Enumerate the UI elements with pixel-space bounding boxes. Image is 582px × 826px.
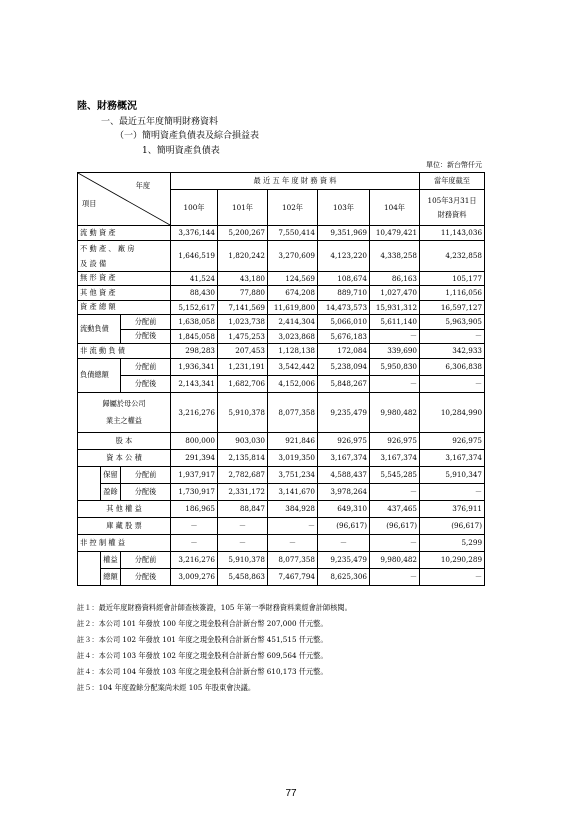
- cell-value: 4,123,220: [318, 240, 370, 271]
- cell-value: 1,820,242: [218, 240, 268, 271]
- cell-value: 2,414,304: [268, 315, 318, 330]
- year-header: 100年: [171, 190, 218, 226]
- table-row: [78, 329, 485, 344]
- current-date: 105年3月31日: [427, 195, 477, 205]
- cell-value: 86,163: [370, 271, 420, 286]
- cell-value: 5,963,905: [420, 315, 485, 330]
- cell-value: 926,975: [318, 432, 370, 449]
- cell-value: 2,331,172: [218, 483, 268, 500]
- table-row: [78, 358, 485, 375]
- footnote: 註１：最近年度財務資料經會計師查核簽證，105 年第一季財務資料業經會計師核閱。: [77, 603, 352, 612]
- table-row: [78, 432, 485, 449]
- cell-value: 11,619,800: [268, 300, 318, 315]
- table-row: [78, 344, 485, 359]
- cell-value: 1,936,341: [171, 358, 218, 375]
- table-row: [78, 483, 485, 500]
- row-label-line2: 及 設 備: [80, 258, 107, 268]
- cell-value: 291,394: [171, 449, 218, 466]
- cell-value: 7,141,569: [218, 300, 268, 315]
- footnote: 註４：本公司 104 年發放 103 年度之現金股利合計新台幣 610,173 仟元整。: [77, 667, 328, 676]
- row-label: 資 產 總 額: [78, 300, 171, 315]
- row-label: 庫 藏 股 票: [78, 517, 171, 534]
- footnote: 註３：本公司 102 年發放 101 年度之現金股利合計新台幣 451,515 仟元整。: [77, 635, 328, 644]
- row-label: 股 本: [78, 432, 171, 449]
- sub-label: 分配前: [121, 358, 171, 375]
- header-year-label: 年度: [135, 181, 151, 190]
- cell-value: 1,638,058: [171, 315, 218, 330]
- cell-value: 9,235,479: [318, 551, 370, 568]
- cell-value: 3,141,670: [268, 483, 318, 500]
- cell-value: 9,980,482: [370, 392, 420, 432]
- cell-value: 3,167,374: [370, 449, 420, 466]
- header-current-year: 當年度截至: [420, 173, 485, 190]
- cell-value: 3,978,264: [318, 483, 370, 500]
- row-label: 非 控 制 權 益: [78, 534, 171, 551]
- row-label: 總額: [101, 568, 121, 585]
- sub-label: 分配後: [121, 375, 171, 392]
- table-row: [78, 392, 485, 432]
- cell-value: 5,910,378: [218, 551, 268, 568]
- cell-value: －: [370, 568, 420, 585]
- cell-value: 889,710: [318, 286, 370, 301]
- table-row: [78, 375, 485, 392]
- table-row: [78, 226, 485, 241]
- cell-value: 384,928: [268, 500, 318, 517]
- cell-value: －: [370, 483, 420, 500]
- table-row: [78, 449, 485, 466]
- table-row: [78, 315, 485, 330]
- cell-value: 1,845,058: [171, 329, 218, 344]
- cell-value: 5,545,285: [370, 466, 420, 483]
- header-diagonal-cell: [78, 173, 171, 226]
- cell-value: 3,376,144: [171, 226, 218, 241]
- row-label: 流動負債: [78, 315, 121, 344]
- cell-value: 43,180: [218, 271, 268, 286]
- cell-value: 1,937,917: [171, 466, 218, 483]
- row-label-margin: [78, 466, 101, 500]
- cell-value: 10,479,421: [370, 226, 420, 241]
- cell-value: －: [370, 329, 420, 344]
- sub-label: 分配後: [121, 568, 171, 585]
- section-heading: 陸、財務概況: [77, 101, 137, 112]
- cell-value: 14,473,573: [318, 300, 370, 315]
- cell-value: 5,200,267: [218, 226, 268, 241]
- footnote: 註２：本公司 101 年發放 100 年度之現金股利合計新台幣 207,000 仟元整。: [77, 619, 328, 628]
- cell-value: 298,283: [171, 344, 218, 359]
- row-label: 保留: [101, 466, 121, 483]
- table-header-row: [78, 173, 485, 190]
- cell-value: －: [420, 375, 485, 392]
- cell-value: (96,617): [370, 517, 420, 534]
- cell-value: 3,216,276: [171, 392, 218, 432]
- year-header: 103年: [318, 190, 370, 226]
- footnote: 註４：本公司 103 年發放 102 年度之現金股利合計新台幣 609,564 仟元整。: [77, 651, 328, 660]
- row-label: 負債總額: [78, 358, 121, 392]
- cell-value: 1,128,138: [268, 344, 318, 359]
- header-five-year: 最 近 五 年 度 財 務 資 料: [171, 173, 420, 190]
- cell-value: 1,027,470: [370, 286, 420, 301]
- cell-value: 3,216,276: [171, 551, 218, 568]
- cell-value: 926,975: [370, 432, 420, 449]
- row-label: 其 他 資 產: [78, 286, 171, 301]
- cell-value: 4,338,258: [370, 240, 420, 271]
- table-title: 1、簡明資產負債表: [142, 146, 220, 156]
- cell-value: 41,524: [171, 271, 218, 286]
- cell-value: 8,625,306: [318, 568, 370, 585]
- cell-value: －: [171, 534, 218, 551]
- cell-value: 8,077,358: [268, 392, 318, 432]
- cell-value: 7,467,794: [268, 568, 318, 585]
- cell-value: －: [420, 568, 485, 585]
- cell-value: 3,751,234: [268, 466, 318, 483]
- cell-value: －: [218, 534, 268, 551]
- year-header: 104年: [370, 190, 420, 226]
- cell-value: 16,597,127: [420, 300, 485, 315]
- cell-value: 3,167,374: [420, 449, 485, 466]
- unit-label: 單位：新台幣仟元: [426, 161, 482, 169]
- cell-value: 9,351,969: [318, 226, 370, 241]
- cell-value: 5,238,094: [318, 358, 370, 375]
- cell-value: 2,143,341: [171, 375, 218, 392]
- table-row: [78, 534, 485, 551]
- cell-value: －: [420, 329, 485, 344]
- footnotes: [77, 600, 352, 696]
- cell-value: (96,617): [318, 517, 370, 534]
- cell-value: 921,846: [268, 432, 318, 449]
- cell-value: 9,980,482: [370, 551, 420, 568]
- cell-value: 88,847: [218, 500, 268, 517]
- row-label: 權益: [101, 551, 121, 568]
- cell-value: 7,550,414: [268, 226, 318, 241]
- table-row: [78, 286, 485, 301]
- table-row: [78, 240, 485, 271]
- cell-value: 1,023,738: [218, 315, 268, 330]
- table-row: [78, 568, 485, 585]
- page-number: 77: [285, 788, 297, 799]
- cell-value: 376,911: [420, 500, 485, 517]
- cell-value: (96,617): [420, 517, 485, 534]
- subsection-title-2: （一）簡明資產負債表及綜合損益表: [115, 131, 260, 141]
- cell-value: 1,682,706: [218, 375, 268, 392]
- cell-value: 649,310: [318, 500, 370, 517]
- row-label-line2: 業主之權益: [106, 416, 142, 425]
- cell-value: 5,910,378: [218, 392, 268, 432]
- current-date-header: [420, 190, 485, 226]
- cell-value: 5,611,140: [370, 315, 420, 330]
- cell-value: 926,975: [420, 432, 485, 449]
- cell-value: 8,077,358: [268, 551, 318, 568]
- cell-value: －: [218, 517, 268, 534]
- cell-value: 674,208: [268, 286, 318, 301]
- cell-value: 5,950,830: [370, 358, 420, 375]
- sub-label: 分配前: [121, 466, 171, 483]
- cell-value: 77,880: [218, 286, 268, 301]
- cell-value: 5,676,183: [318, 329, 370, 344]
- cell-value: －: [171, 517, 218, 534]
- cell-value: 3,542,442: [268, 358, 318, 375]
- table-row: [78, 466, 485, 483]
- cell-value: －: [318, 534, 370, 551]
- table-row: [78, 517, 485, 534]
- table-row: [78, 271, 485, 286]
- cell-value: －: [370, 375, 420, 392]
- cell-value: －: [370, 534, 420, 551]
- cell-value: 88,430: [171, 286, 218, 301]
- cell-value: 186,965: [171, 500, 218, 517]
- year-header: 102年: [268, 190, 318, 226]
- row-label: 其 他 權 益: [78, 500, 171, 517]
- table-row: [78, 300, 485, 315]
- row-label: [78, 240, 171, 271]
- row-label: 無 形 資 產: [78, 271, 171, 286]
- cell-value: －: [268, 517, 318, 534]
- cell-value: 5,910,347: [420, 466, 485, 483]
- cell-value: 5,066,010: [318, 315, 370, 330]
- table-row: [78, 500, 485, 517]
- cell-value: 6,306,838: [420, 358, 485, 375]
- footnote: 註５：104 年度盈餘分配案尚未經 105 年股東會決議。: [77, 683, 256, 692]
- cell-value: 3,270,609: [268, 240, 318, 271]
- sub-label: 分配前: [121, 315, 171, 330]
- cell-value: 3,167,374: [318, 449, 370, 466]
- row-label-line1: 歸屬於母公司: [102, 399, 146, 408]
- balance-sheet-table: [77, 172, 485, 586]
- row-label: [78, 392, 171, 432]
- row-label: 盈餘: [101, 483, 121, 500]
- cell-value: 5,299: [420, 534, 485, 551]
- row-label-margin: [78, 551, 101, 585]
- cell-value: 339,690: [370, 344, 420, 359]
- cell-value: 2,135,814: [218, 449, 268, 466]
- cell-value: 15,931,312: [370, 300, 420, 315]
- cell-value: 108,674: [318, 271, 370, 286]
- cell-value: 105,177: [420, 271, 485, 286]
- cell-value: 2,782,687: [218, 466, 268, 483]
- cell-value: 4,588,437: [318, 466, 370, 483]
- sub-label: 分配後: [121, 483, 171, 500]
- cell-value: 172,084: [318, 344, 370, 359]
- cell-value: 3,009,276: [171, 568, 218, 585]
- cell-value: 124,569: [268, 271, 318, 286]
- cell-value: 3,019,350: [268, 449, 318, 466]
- cell-value: 3,023,868: [268, 329, 318, 344]
- cell-value: 903,030: [218, 432, 268, 449]
- cell-value: 5,152,617: [171, 300, 218, 315]
- cell-value: 10,290,289: [420, 551, 485, 568]
- cell-value: 207,453: [218, 344, 268, 359]
- sub-label: 分配後: [121, 329, 171, 344]
- cell-value: 4,232,858: [420, 240, 485, 271]
- cell-value: 1,730,917: [171, 483, 218, 500]
- cell-value: 1,646,519: [171, 240, 218, 271]
- row-label: 非 流 動 負 債: [78, 344, 171, 359]
- year-header: 101年: [218, 190, 268, 226]
- table-row: [78, 551, 485, 568]
- sub-label: 分配前: [121, 551, 171, 568]
- cell-value: 11,143,036: [420, 226, 485, 241]
- cell-value: 5,848,267: [318, 375, 370, 392]
- cell-value: －: [420, 483, 485, 500]
- current-data-label: 財務資料: [437, 209, 467, 219]
- cell-value: 1,231,191: [218, 358, 268, 375]
- subsection-title: 一、最近五年度簡明財務資料: [101, 117, 219, 127]
- cell-value: 9,235,479: [318, 392, 370, 432]
- cell-value: 800,000: [171, 432, 218, 449]
- header-item-label: 項目: [82, 199, 97, 208]
- row-label: 資 本 公 積: [78, 449, 171, 466]
- cell-value: 1,475,253: [218, 329, 268, 344]
- cell-value: 4,152,006: [268, 375, 318, 392]
- cell-value: 437,465: [370, 500, 420, 517]
- cell-value: 5,458,863: [218, 568, 268, 585]
- cell-value: －: [268, 534, 318, 551]
- cell-value: 1,116,056: [420, 286, 485, 301]
- row-label-line1: 不 動 產 、 廠 房: [80, 243, 135, 253]
- cell-value: 10,284,990: [420, 392, 485, 432]
- cell-value: 342,933: [420, 344, 485, 359]
- row-label: 流 動 資 產: [78, 226, 171, 241]
